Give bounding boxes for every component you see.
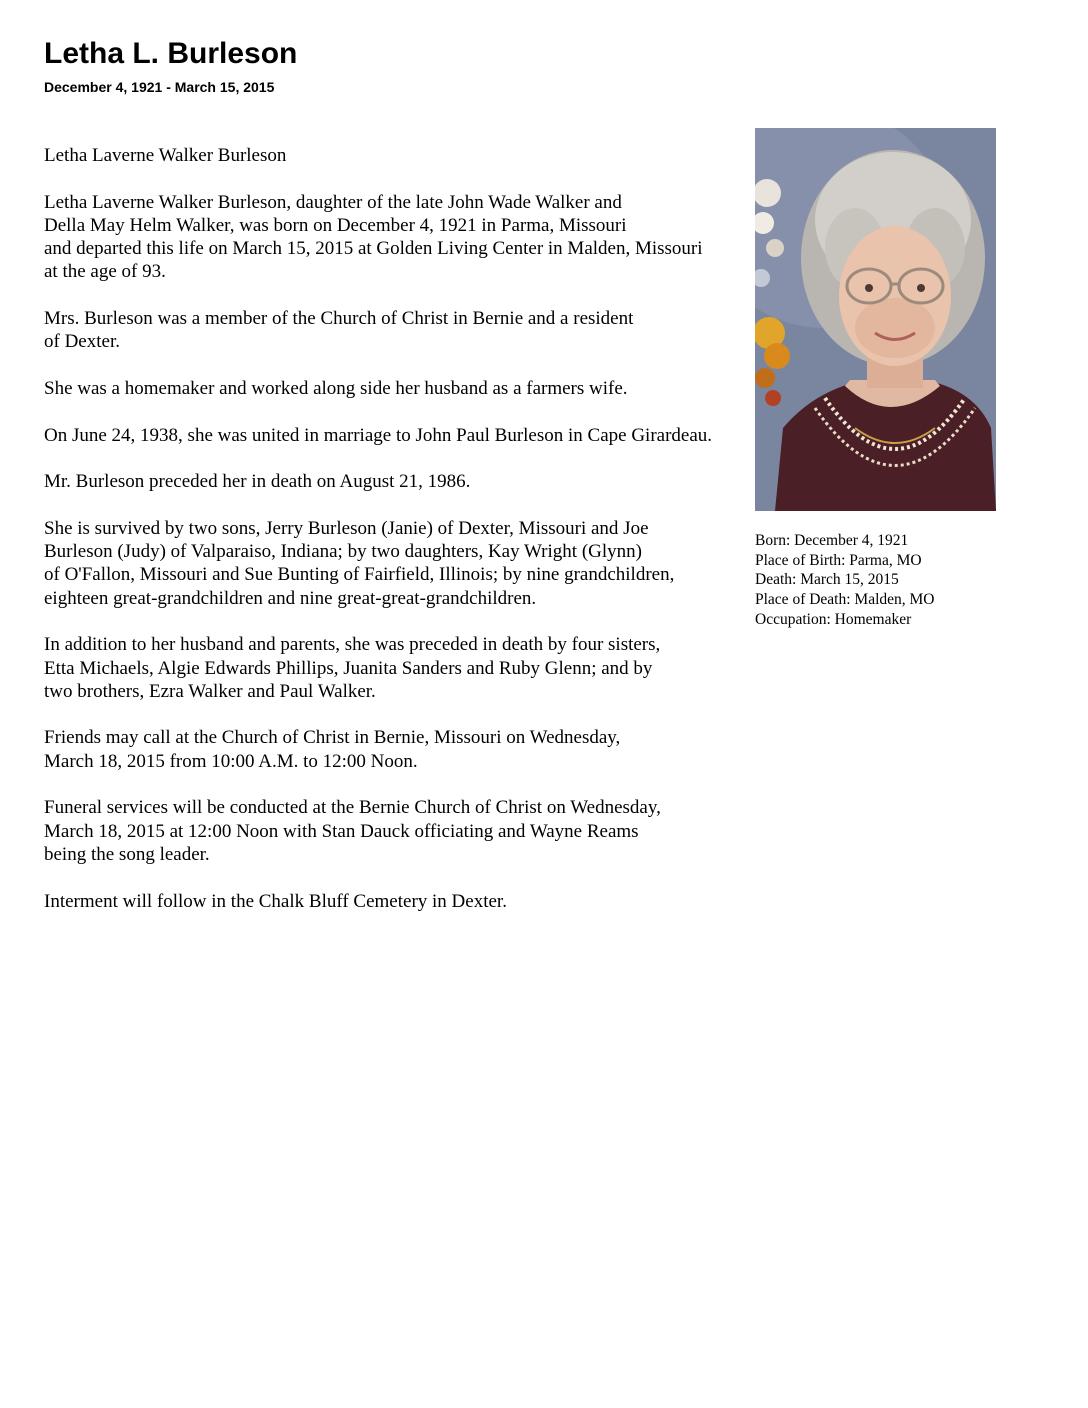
obituary-paragraph — [44, 307, 804, 354]
obituary-paragraph — [44, 470, 804, 493]
text-line: Letha Laverne Walker Burleson — [44, 145, 287, 166]
text-line: two brothers, Ezra Walker and Paul Walker. — [44, 680, 376, 702]
fact-place-of-death: Place of Death: Malden, MO — [755, 591, 935, 609]
fact-born: Born: December 4, 1921 — [755, 532, 909, 549]
obituary-paragraph — [44, 191, 804, 284]
obituary-paragraph — [44, 633, 804, 703]
text-line: Friends may call at the Church of Christ in Bernie, Missouri on Wednesday, — [44, 727, 621, 749]
page-title: Letha L. Burleson — [44, 37, 298, 70]
obituary-paragraph — [44, 377, 804, 400]
text-line: She is survived by two sons, Jerry Burleson (Janie) of Dexter, Missouri and Joe — [44, 517, 649, 539]
text-line: On June 24, 1938, she was united in marriage to John Paul Burleson in Cape Girardeau. — [44, 424, 713, 446]
text-line: at the age of 93. — [44, 261, 166, 283]
text-line: Letha Laverne Walker Burleson, daughter of the late John Wade Walker and — [44, 191, 622, 213]
text-line: Burleson (Judy) of Valparaiso, Indiana; by two daughters, Kay Wright (Glynn) — [44, 541, 642, 563]
text-line: In addition to her husband and parents, she was preceded in death by four sisters, — [44, 634, 661, 656]
obituary-paragraph — [44, 796, 804, 866]
fact-place-of-birth: Place of Birth: Parma, MO — [755, 551, 922, 569]
text-line: March 18, 2015 from 10:00 A.M. to 12:00 Noon. — [44, 750, 418, 772]
obituary-paragraph — [44, 144, 804, 167]
text-line: She was a homemaker and worked along side her husband as a farmers wife. — [44, 377, 628, 399]
text-line: being the song leader. — [44, 843, 210, 865]
text-line: eighteen great-grandchildren and nine great-great-grandchildren. — [44, 587, 537, 609]
text-line: Mr. Burleson preceded her in death on August 21, 1986. — [44, 471, 471, 493]
text-line: and departed this life on March 15, 2015 at Golden Living Center in Malden, Missouri — [44, 238, 703, 260]
obituary-paragraph — [44, 726, 804, 773]
life-dates: December 4, 1921 - March 15, 2015 — [44, 79, 275, 95]
text-line: Della May Helm Walker, was born on December 4, 1921 in Parma, Missouri — [44, 214, 627, 236]
obituary-paragraph — [44, 890, 804, 913]
fact-death: Death: March 15, 2015 — [755, 571, 899, 589]
text-line: Interment will follow in the Chalk Bluff Cemetery in Dexter. — [44, 890, 507, 912]
vital-facts — [755, 531, 935, 630]
text-line: of Dexter. — [44, 331, 120, 353]
obituary-paragraph — [44, 517, 804, 610]
text-line: Funeral services will be conducted at the Bernie Church of Christ on Wednesday, — [44, 797, 661, 819]
text-line: March 18, 2015 at 12:00 Noon with Stan Dauck officiating and Wayne Reams — [44, 820, 639, 842]
obituary-text — [44, 144, 804, 936]
text-line: of O'Fallon, Missouri and Sue Bunting of Fairfield, Illinois; by nine grandchildren, — [44, 564, 675, 586]
text-line: Etta Michaels, Algie Edwards Phillips, Juanita Sanders and Ruby Glenn; and by — [44, 657, 653, 679]
text-line: Mrs. Burleson was a member of the Church of Christ in Bernie and a resident — [44, 308, 634, 330]
fact-occupation: Occupation: Homemaker — [755, 610, 912, 628]
obituary-paragraph — [44, 424, 804, 447]
